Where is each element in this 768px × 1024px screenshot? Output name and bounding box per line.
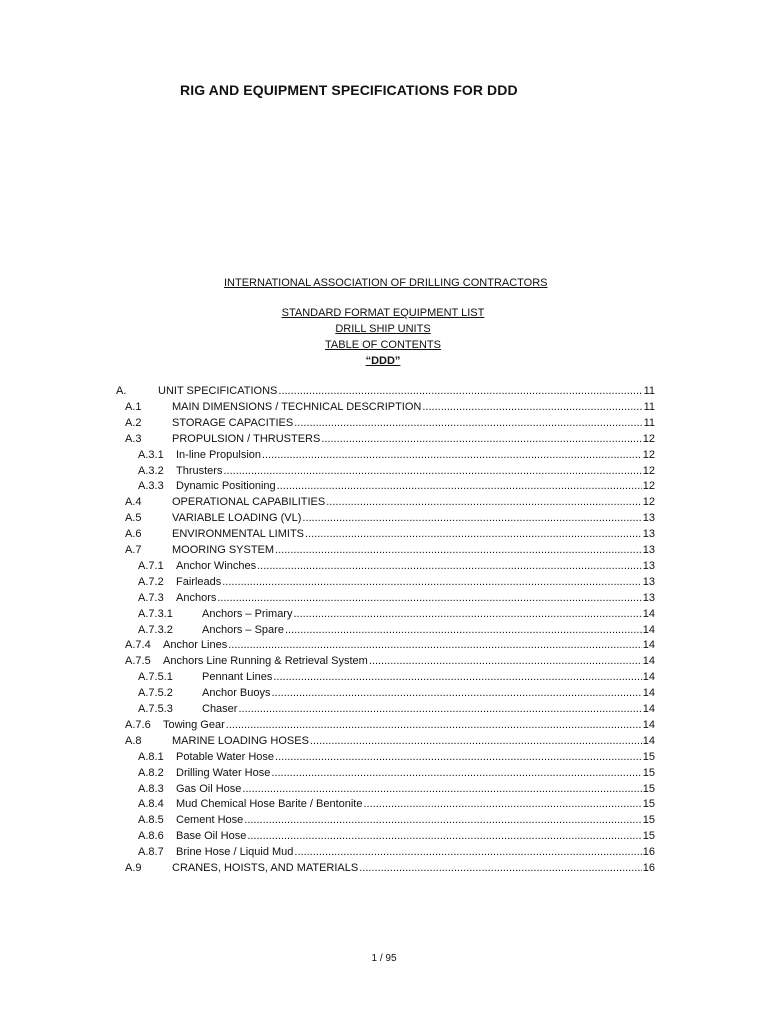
toc-entry-number: A.8.3 [138,782,164,795]
toc-entry[interactable] [125,528,655,543]
toc-entry[interactable] [138,798,655,813]
toc-entry-page: 14 [642,655,655,668]
toc-entry-label: Towing Gear [163,718,225,731]
toc-entry[interactable] [125,433,655,448]
toc-entry-number: A.3.2 [138,464,164,477]
toc-entry-label: Anchor Lines [163,639,228,652]
toc-entry[interactable] [138,480,655,495]
toc-entry-number: A.7.4 [125,639,151,652]
toc-entry-label: UNIT SPECIFICATIONS [158,385,278,397]
rig-name-heading: “DDD” [365,355,401,367]
toc-entry-page: 14 [642,671,655,684]
toc-entry-page: 14 [642,703,655,715]
toc-entry-page: 12 [642,480,655,493]
toc-entry[interactable] [125,719,655,734]
toc-entry[interactable] [138,608,655,623]
toc-entry-label: Pennant Lines [202,671,273,684]
toc-entry[interactable] [138,846,655,861]
toc-entry-number: A.7.3 [138,591,164,604]
toc-entry-label: Drilling Water Hose [176,766,271,779]
toc-entry-page: 13 [642,528,655,541]
toc-entry-number: A.8 [125,734,142,747]
toc-entry-label: VARIABLE LOADING (VL) [172,512,302,525]
toc-entry-number: A.8.2 [138,766,164,779]
toc-entry-page: 15 [642,814,655,827]
toc-leader-dots [271,687,641,699]
toc-entry-number: A.7.2 [138,575,164,588]
toc-entry-number: A.7.5.3 [138,703,173,715]
toc-entry-page: 16 [642,862,655,874]
toc-entry-label: Potable Water Hose [176,750,275,763]
toc-entry-number: A.7.5.2 [138,687,173,700]
toc-entry-page: 14 [642,687,655,700]
toc-entry[interactable] [125,735,655,750]
toc-entry-page: 15 [642,766,655,779]
toc-entry-page: 11 [643,385,655,397]
toc-entry[interactable] [116,385,655,400]
document-title: RIG AND EQUIPMENT SPECIFICATIONS FOR DDD [180,82,518,98]
toc-entry[interactable] [125,639,655,654]
toc-entry-page: 11 [643,400,655,413]
toc-entry-page: 15 [642,750,655,763]
toc-entry-label: Brine Hose / Liquid Mud [176,846,294,859]
toc-entry-label: MAIN DIMENSIONS / TECHNICAL DESCRIPTION [172,400,422,413]
toc-entry[interactable] [138,560,655,575]
toc-entry[interactable] [125,496,655,511]
toc-entry[interactable] [138,465,655,480]
toc-leader-dots [277,480,642,492]
unit-type-heading: DRILL SHIP UNITS [335,323,431,335]
toc-entry-label: Dynamic Positioning [176,480,276,493]
toc-leader-dots [363,798,641,810]
toc-leader-dots [285,624,642,636]
toc-entry[interactable] [125,512,655,527]
toc-entry-label: Anchors – Primary [202,607,293,620]
toc-leader-dots [262,449,642,461]
toc-entry[interactable] [138,671,655,686]
toc-entry-page: 11 [643,416,655,429]
toc-entry-label: Base Oil Hose [176,830,247,843]
toc-entry-page: 13 [642,512,655,525]
toc-leader-dots [217,592,641,604]
toc-entry-label: Fairleads [176,575,222,588]
toc-entry-page: 14 [642,734,655,747]
toc-entry[interactable] [125,862,655,877]
toc-entry-label: ENVIRONMENTAL LIMITS [172,528,305,541]
toc-entry-label: MOORING SYSTEM [172,544,275,556]
toc-entry[interactable] [138,449,655,464]
toc-entry[interactable] [138,624,655,639]
toc-leader-dots [228,639,642,651]
toc-leader-dots [305,528,642,540]
toc-entry-page: 15 [642,782,655,795]
toc-entry-label: MARINE LOADING HOSES [172,734,309,747]
format-heading: STANDARD FORMAT EQUIPMENT LIST [281,307,485,319]
toc-leader-dots [326,496,642,508]
toc-entry[interactable] [125,544,655,559]
toc-entry[interactable] [138,576,655,591]
toc-entry-page: 13 [642,559,655,572]
toc-entry-number: A.7.3.1 [138,607,173,620]
toc-entry-page: 12 [642,496,655,509]
toc-entry-page: 12 [642,464,655,477]
toc-entry-number: A.3.1 [138,448,164,461]
toc-entry-number: A.3 [125,432,142,445]
toc-entry-label: CRANES, HOISTS, AND MATERIALS [172,862,359,874]
toc-entry-label: Thrusters [176,464,223,477]
toc-leader-dots [275,751,642,763]
toc-entry-label: Anchors [176,591,217,604]
toc-leader-dots [293,608,641,620]
toc-leader-dots [310,735,642,747]
toc-entry-label: Chaser [202,703,238,715]
toc-entry-number: A.4 [125,496,142,509]
toc-entry[interactable] [138,830,655,845]
toc-leader-dots [242,783,641,795]
toc-leader-dots [271,767,641,779]
toc-entry[interactable] [125,401,655,416]
toc-entry-number: A.8.4 [138,798,164,811]
toc-entry[interactable] [138,687,655,702]
toc-leader-dots [294,417,642,429]
toc-leader-dots [294,846,641,858]
toc-entry-label: OPERATIONAL CAPABILITIES [172,496,326,509]
toc-entry[interactable] [138,592,655,607]
toc-entry[interactable] [138,814,655,829]
toc-leader-dots [275,544,642,556]
toc-entry-page: 15 [642,830,655,843]
toc-entry-number: A.7.6 [125,718,151,731]
toc-entry-number: A.9 [125,862,142,874]
toc-entry-label: Anchor Winches [176,559,257,572]
toc-leader-dots [238,703,641,715]
toc-entry[interactable] [138,783,655,798]
toc-entry-label: Anchor Buoys [202,687,271,700]
toc-entry-label: Anchors Line Running & Retrieval System [163,655,368,668]
toc-entry-label: STORAGE CAPACITIES [172,416,294,429]
toc-entry-page: 13 [642,544,655,556]
toc-entry-number: A.7.1 [138,559,164,572]
contents-heading: TABLE OF CONTENTS [325,339,441,351]
organization-heading: INTERNATIONAL ASSOCIATION OF DRILLING CONTRACTORS [224,277,548,289]
toc-entry-label: Cement Hose [176,814,244,827]
toc-leader-dots [222,576,642,588]
toc-entry-page: 13 [642,575,655,588]
toc-entry-number: A.8.7 [138,846,164,859]
toc-entry-number: A.7.3.2 [138,623,173,636]
toc-entry-number: A.1 [125,400,142,413]
toc-entry[interactable] [125,655,655,670]
toc-entry-page: 12 [642,448,655,461]
toc-leader-dots [321,433,641,445]
toc-leader-dots [223,465,641,477]
toc-entry-number: A.8.5 [138,814,164,827]
toc-leader-dots [226,719,642,731]
toc-entry-number: A.5 [125,512,142,525]
toc-leader-dots [247,830,641,842]
toc-entry-page: 14 [642,639,655,652]
toc-entry-label: Anchors – Spare [202,623,284,636]
toc-entry-label: PROPULSION / THRUSTERS [172,432,321,445]
toc-entry-page: 12 [642,432,655,445]
toc-leader-dots [273,671,641,683]
toc-entry-label: Gas Oil Hose [176,782,242,795]
toc-entry-number: A.7.5 [125,655,151,668]
toc-entry-page: 14 [642,623,655,636]
toc-entry-number: A.6 [125,528,142,541]
toc-entry-number: A.7.5.1 [138,671,173,684]
toc-leader-dots [302,512,641,524]
toc-leader-dots [359,862,642,874]
toc-entry[interactable] [125,417,655,432]
toc-entry[interactable] [138,767,655,782]
toc-entry-number: A.2 [125,416,142,429]
toc-entry-page: 13 [642,591,655,604]
toc-entry-number: A.3.3 [138,480,164,493]
toc-entry-page: 14 [642,718,655,731]
toc-leader-dots [369,655,642,667]
toc-leader-dots [244,814,641,826]
toc-entry-label: In-line Propulsion [176,448,261,461]
toc-entry-label: Mud Chemical Hose Barite / Bentonite [176,798,363,811]
toc-entry[interactable] [138,703,655,718]
toc-entry-number: A.8.6 [138,830,164,843]
toc-entry[interactable] [138,751,655,766]
toc-leader-dots [422,401,642,413]
toc-leader-dots [278,385,642,397]
toc-entry-page: 16 [642,846,655,859]
toc-entry-number: A. [116,385,127,397]
toc-entry-number: A.8.1 [138,750,164,763]
toc-entry-page: 14 [642,607,655,620]
toc-entry-number: A.7 [125,544,142,556]
toc-leader-dots [257,560,642,572]
page-indicator: 1 / 95 [371,953,397,964]
toc-entry-page: 15 [642,798,655,811]
